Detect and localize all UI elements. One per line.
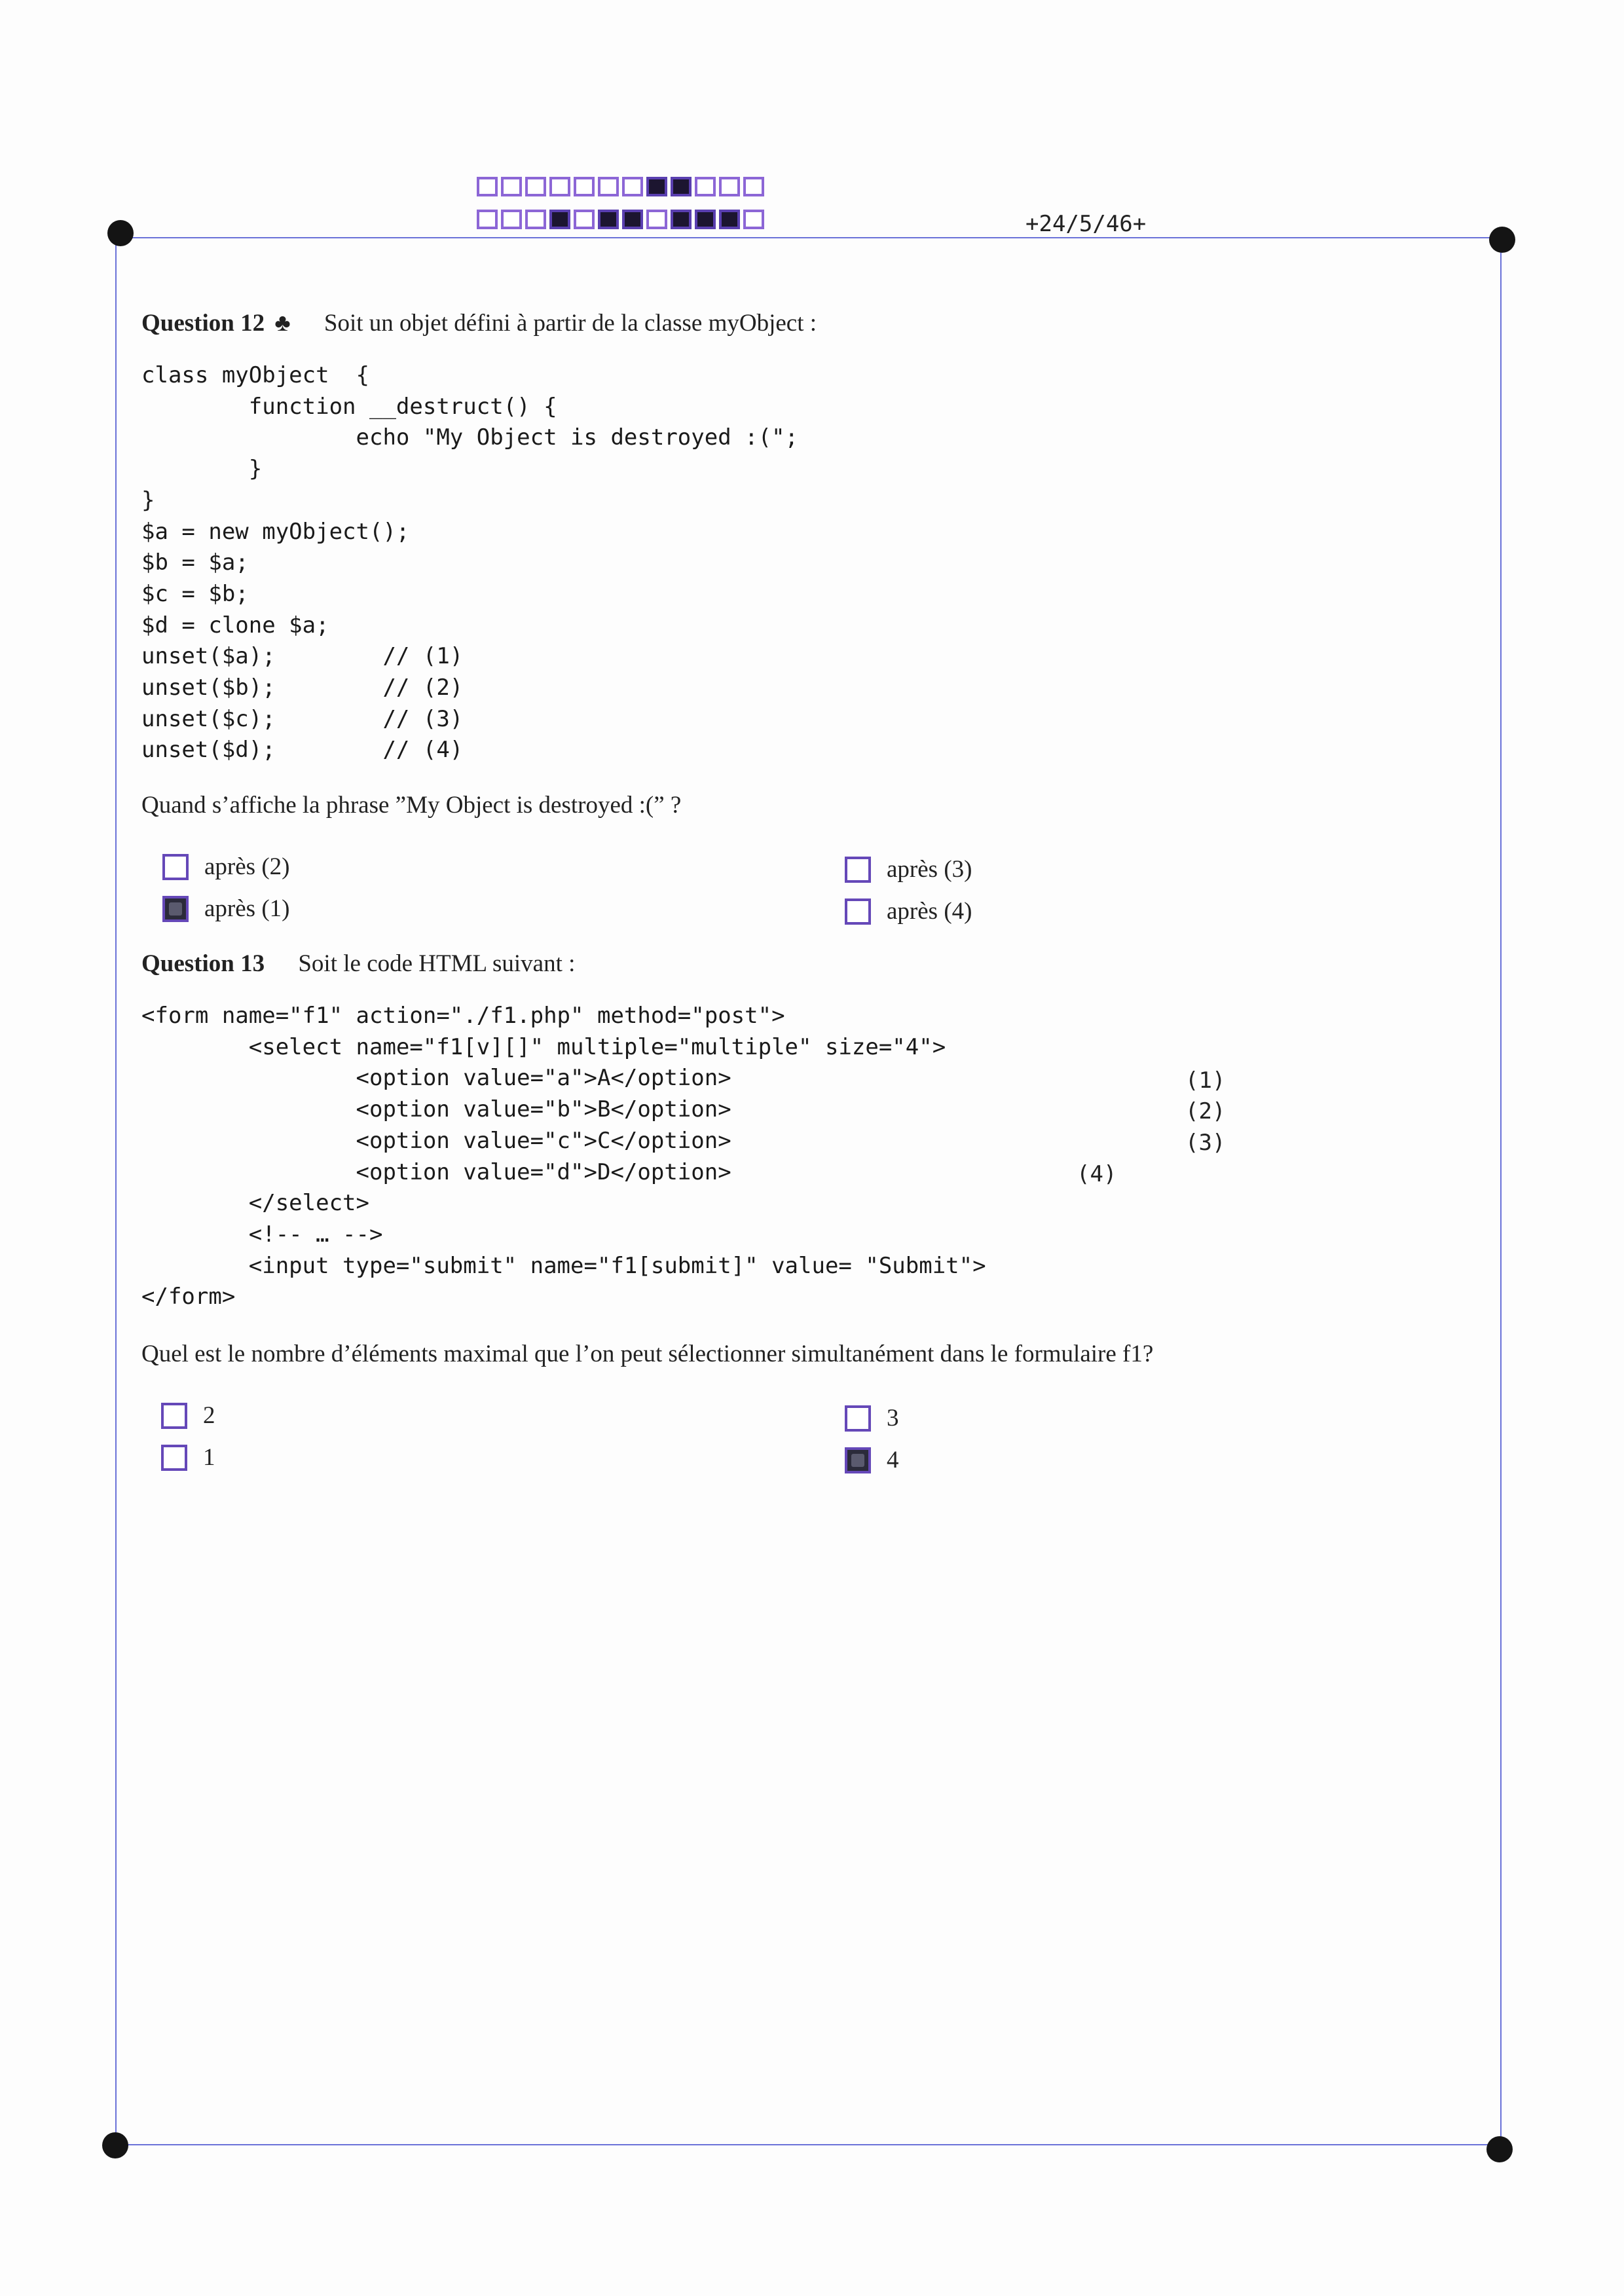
barcode-cell-empty xyxy=(646,210,667,229)
barcode-cell-filled xyxy=(646,177,667,196)
corner-marker-top-left xyxy=(107,220,134,246)
page-id: +24/5/46+ xyxy=(1025,211,1147,237)
barcode-cell-filled xyxy=(598,210,619,229)
question-text: Soit le code HTML suivant : xyxy=(298,950,576,977)
question-text: Soit un objet défini à partir de la classe myObject : xyxy=(323,310,817,337)
barcode-cell-empty xyxy=(574,177,595,196)
checkbox[interactable] xyxy=(845,898,871,925)
barcode-cell-filled xyxy=(671,210,692,229)
answer-option[interactable] xyxy=(845,897,972,925)
barcode-cell-empty xyxy=(743,210,764,229)
answer-option[interactable] xyxy=(161,1401,215,1430)
question-12-prompt: Quand s’affiche la phrase ”My Object is destroyed :(” ? xyxy=(141,792,682,819)
barcode-cell-empty xyxy=(525,177,546,196)
answer-option[interactable] xyxy=(162,895,289,923)
answer-label: après (2) xyxy=(204,853,290,880)
frame-left-line xyxy=(115,237,117,2144)
answer-label: après (1) xyxy=(204,895,290,922)
frame-bottom-line xyxy=(117,2144,1498,2145)
line-number: (4) xyxy=(1077,1161,1117,1187)
checkbox[interactable] xyxy=(162,854,189,880)
barcode-cell-empty xyxy=(477,177,498,196)
barcode-cell-empty xyxy=(477,210,498,229)
barcode-cell-empty xyxy=(719,177,740,196)
answer-label: 4 xyxy=(887,1447,899,1473)
checkbox[interactable] xyxy=(845,1405,871,1432)
barcode-cell-filled xyxy=(549,210,570,229)
question-13-code: <form name="f1" action="./f1.php" method="post"> <select name="f1[v][]" multiple="multiple" size="4"> <option value="a">A</option> <option value="b">B</option> <option value="c">C</option> <option value="d">D</option> </select> <!-- … --> <input type="submit" name="f1[submit]" value= "Submit"> </form> xyxy=(141,1003,986,1310)
barcode-row-1 xyxy=(477,177,764,196)
barcode-cell-filled xyxy=(622,210,643,229)
answer-label: 1 xyxy=(203,1444,215,1471)
line-number: (3) xyxy=(1185,1130,1226,1156)
corner-marker-top-right xyxy=(1489,227,1515,253)
barcode-cell-empty xyxy=(501,210,522,229)
barcode-cell-empty xyxy=(549,177,570,196)
corner-marker-bottom-right xyxy=(1486,2136,1513,2162)
question-label: Question 12 xyxy=(141,310,265,337)
barcode-cell-empty xyxy=(695,177,716,196)
club-icon: ♣ xyxy=(274,310,291,337)
checkbox[interactable] xyxy=(161,1403,187,1429)
barcode-cell-empty xyxy=(501,177,522,196)
answer-option[interactable] xyxy=(161,1443,215,1472)
line-number: (1) xyxy=(1185,1067,1226,1094)
barcode-cell-empty xyxy=(598,177,619,196)
barcode-cell-filled xyxy=(695,210,716,229)
checkbox[interactable] xyxy=(845,857,871,883)
checkbox[interactable] xyxy=(161,1445,187,1471)
barcode-cell-empty xyxy=(525,210,546,229)
barcode-cell-filled xyxy=(671,177,692,196)
frame-right-line xyxy=(1500,239,1502,2145)
barcode-row-2 xyxy=(477,210,764,229)
answer-option[interactable] xyxy=(845,1404,899,1432)
question-label: Question 13 xyxy=(141,950,265,977)
answer-option[interactable] xyxy=(162,853,289,881)
barcode-cell-empty xyxy=(574,210,595,229)
question-13-prompt: Quel est le nombre d’éléments maximal que l’on peut sélectionner simultanément dans le formulaire f1? xyxy=(141,1341,1154,1367)
answer-option[interactable] xyxy=(845,855,972,883)
question-12-header xyxy=(141,309,817,337)
answer-option[interactable] xyxy=(845,1446,899,1474)
question-12-code: class myObject { function __destruct() { echo "My Object is destroyed :("; } } $a = new myObject(); $b = $a; $c = $b; $d = clone $a; unset($a); // (1) unset($b); // (2) unset($c); // (3) unset($d); // (4) xyxy=(141,362,799,764)
barcode-cell-filled xyxy=(719,210,740,229)
answer-label: 2 xyxy=(203,1402,215,1429)
checkbox-checked[interactable] xyxy=(845,1447,871,1473)
barcode-cell-empty xyxy=(743,177,764,196)
answer-label: après (4) xyxy=(887,898,972,925)
barcode-cell-empty xyxy=(622,177,643,196)
frame-top-line xyxy=(122,237,1500,238)
answer-label: 3 xyxy=(887,1405,899,1432)
corner-marker-bottom-left xyxy=(102,2132,128,2158)
checkbox-checked[interactable] xyxy=(162,896,189,922)
answer-label: après (3) xyxy=(887,856,972,883)
question-13-header xyxy=(141,950,575,978)
line-number: (2) xyxy=(1185,1098,1226,1124)
